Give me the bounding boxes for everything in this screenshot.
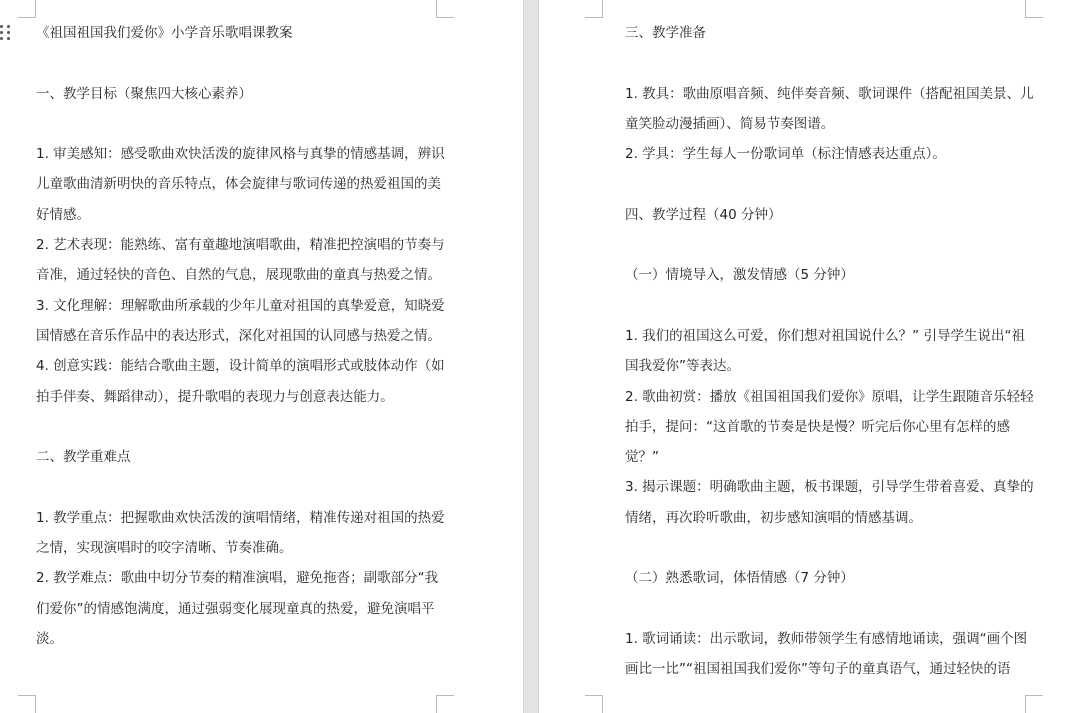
right-page-text[interactable] <box>625 18 1035 685</box>
document-title: 《祖国祖国我们爱你》小学音乐歌唱课教案 <box>36 25 293 41</box>
section-heading-process: 四、教学过程（40 分钟） <box>625 206 782 223</box>
key-point-item: 1. 教学重点：把握歌曲欢快活泼的演唱情绪，精准传递对祖国的热爱之情，实现演唱时的咬字清晰、节奏准确。 <box>36 509 445 557</box>
process-step: 1. 我们的祖国这么可爱，你们想对祖国说什么？” 引导学生说出“祖国我爱你”等表达。 <box>625 327 1025 375</box>
section-heading-key-points: 二、教学重难点 <box>36 449 131 466</box>
crop-mark-bottom-left <box>585 695 603 713</box>
drag-handle-icon[interactable] <box>0 25 12 41</box>
objective-item: 1. 审美感知：感受歌曲欢快活泼的旋律风格与真挚的情感基调，辨识儿童歌曲清新明快的音乐特点，体会旋律与歌词传递的热爱祖国的美好情感。 <box>36 146 445 223</box>
subsection-heading-intro: （一）情境导入，激发情感（5 分钟） <box>625 267 854 284</box>
objective-item: 3. 文化理解：理解歌曲所承载的少年儿童对祖国的真挚爱意，知晓爱国情感在音乐作品中的表达形式，深化对祖国的认同感与热爱之情。 <box>36 297 445 344</box>
objective-item: 2. 艺术表现：能熟练、富有童趣地演唱歌曲，精准把控演唱的节奏与音准，通过轻快的音色、自然的气息，展现歌曲的童真与热爱之情。 <box>36 237 445 284</box>
process-step: 2. 歌曲初赏：播放《祖国祖国我们爱你》原唱，让学生跟随音乐轻轻拍手，提问：“这首歌的节奏是快是慢？听完后你心里有怎样的感觉？” <box>625 388 1034 466</box>
preparation-item: 2. 学具：学生每人一份歌词单（标注情感表达重点）。 <box>625 146 946 163</box>
key-point-item: 2. 教学难点：歌曲中切分节奏的精准演唱，避免拖沓；副歌部分“我们爱你”的情感饱满度，通过强弱变化展现童真的热爱，避免演唱平淡。 <box>36 570 439 647</box>
section-heading-objectives: 一、教学目标（聚焦四大核心素养） <box>36 85 252 102</box>
crop-mark-top-right <box>1025 0 1043 18</box>
crop-mark-bottom-right <box>1025 695 1043 713</box>
process-step: 3. 揭示课题：明确歌曲主题，板书课题，引导学生带着喜爱、真挚的情绪，再次聆听歌曲，初步感知演唱的情感基调。 <box>625 479 1034 526</box>
subsection-heading-lyrics: （二）熟悉歌词，体悟情感（7 分钟） <box>625 570 854 587</box>
page-gutter <box>523 0 539 713</box>
crop-mark-bottom-right <box>436 695 454 713</box>
crop-mark-top-right <box>436 0 454 18</box>
crop-mark-top-left <box>585 0 603 18</box>
section-heading-preparation: 三、教学准备 <box>625 25 706 41</box>
objective-item: 4. 创意实践：能结合歌曲主题，设计简单的演唱形式或肢体动作（如拍手伴奏、舞蹈律动），提升歌唱的表现力与创意表达能力。 <box>36 358 445 405</box>
preparation-item: 1. 教具：歌曲原唱音频、纯伴奏音频、歌词课件（搭配祖国美景、儿童笑脸动漫插画）、简易节奏图谱。 <box>625 85 1034 132</box>
crop-mark-top-left <box>18 0 36 18</box>
crop-mark-bottom-left <box>18 695 36 713</box>
left-page-text[interactable] <box>36 18 446 654</box>
process-step: 1. 歌词诵读：出示歌词，教师带领学生有感情地诵读，强调“画个图画比一比”“祖国祖国我们爱你”等句子的童真语气，通过轻快的语 <box>625 630 1028 678</box>
